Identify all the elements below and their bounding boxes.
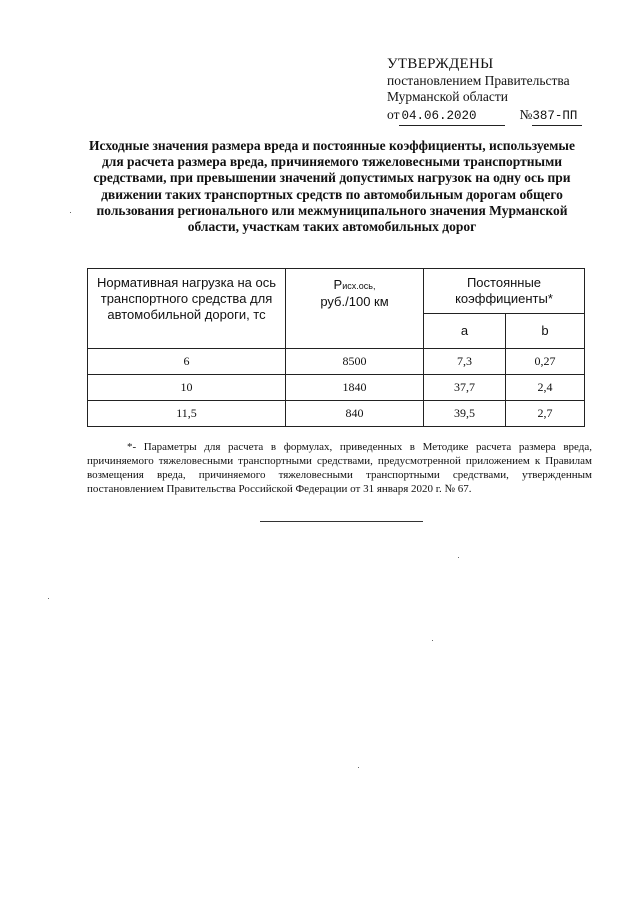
- cell-p: 8500: [286, 349, 424, 375]
- approval-block: [387, 55, 627, 126]
- number-prefix: №: [519, 107, 533, 122]
- approval-date-line: [387, 106, 627, 126]
- footnote: *- Параметры для расчета в формулах, приведенных в Методике расчета размера вреда, причиняемого тяжеловесными транспортными средствами, предусмотренной приложением к Правилам возмещения вреда, причиняемого тяжеловесными транспортными средствами, утвержденным постановлением Правительства Российской Федерации от 31 января 2020 г. № 67.: [87, 441, 592, 495]
- header-p-subscript: исх.ось,: [342, 281, 376, 291]
- cell-b: 0,27: [506, 349, 585, 375]
- cell-load: 6: [88, 349, 286, 375]
- header-coef-a: а: [424, 314, 506, 349]
- table-row: [88, 375, 585, 401]
- scan-speck: [70, 212, 71, 213]
- header-constant-coefficients: Постоянные коэффициенты*: [424, 269, 585, 314]
- scan-speck: [48, 598, 49, 599]
- header-p-value: [286, 269, 424, 349]
- scan-speck: [358, 767, 359, 768]
- header-normative-load: Нормативная нагрузка на ось транспортного средства для автомобильной дороги, тс: [88, 269, 286, 349]
- cell-p: 840: [286, 401, 424, 427]
- cell-b: 2,7: [506, 401, 585, 427]
- header-coef-b: b: [506, 314, 585, 349]
- cell-load: 11,5: [88, 401, 286, 427]
- header-p-main: Р: [333, 277, 343, 292]
- cell-p: 1840: [286, 375, 424, 401]
- date-prefix: от: [387, 107, 400, 122]
- cell-load: 10: [88, 375, 286, 401]
- closing-divider: [260, 521, 423, 522]
- approval-number: 387-ПП: [532, 108, 582, 126]
- scan-speck: [432, 640, 433, 641]
- cell-b: 2,4: [506, 375, 585, 401]
- cell-a: 39,5: [424, 401, 506, 427]
- cell-a: 37,7: [424, 375, 506, 401]
- approval-line-2: Мурманской области: [387, 89, 508, 104]
- coefficients-table: [87, 268, 585, 427]
- cell-a: 7,3: [424, 349, 506, 375]
- document-heading: Исходные значения размера вреда и постоянные коэффициенты, используемые для расчета размера вреда, причиняемого тяжеловесными транспортными средствами, при превышении значений допустимых нагрузок на одну ось при движении таких транспортных средств по автомобильным дорогам общего пользования регионального или межмуниципального значения Мурманской области, участкам таких автомобильных дорог: [89, 138, 575, 235]
- approval-title: УТВЕРЖДЕНЫ: [387, 56, 494, 72]
- scan-speck: [458, 557, 459, 558]
- table-row: [88, 349, 585, 375]
- approval-line-1: постановлением Правительства: [387, 73, 570, 88]
- table-row: [88, 401, 585, 427]
- approval-date: 04.06.2020: [399, 108, 505, 126]
- header-p-unit: руб./100 км: [320, 294, 389, 309]
